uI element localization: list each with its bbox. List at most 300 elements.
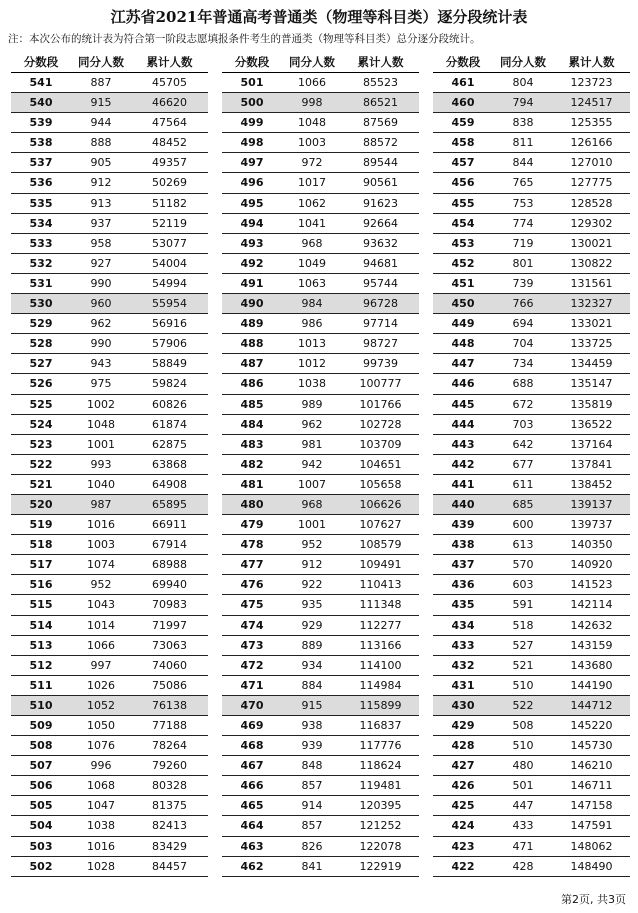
cumulative-count-cell: 127775 <box>570 176 613 190</box>
same-count-cell: 987 <box>90 497 112 511</box>
cumulative-count-cell: 132327 <box>570 297 613 311</box>
same-count-cell: 1016 <box>87 518 115 532</box>
cumulative-count-cell: 129302 <box>570 216 613 230</box>
same-count-cell: 1016 <box>87 839 115 853</box>
cumulative-count-cell: 102728 <box>359 417 402 431</box>
score-cell: 529 <box>29 317 53 331</box>
same-count-cell: 889 <box>301 638 323 652</box>
score-cell: 433 <box>451 638 475 652</box>
table-row <box>11 736 208 756</box>
cumulative-count-cell: 97714 <box>363 317 398 331</box>
table-row <box>222 776 419 796</box>
score-cell: 510 <box>29 698 53 712</box>
cumulative-count-cell: 121252 <box>359 819 402 833</box>
cumulative-count-cell: 117776 <box>359 739 402 753</box>
same-count-cell: 929 <box>301 618 323 632</box>
cumulative-count-cell: 50269 <box>152 176 187 190</box>
table-header <box>433 51 630 73</box>
table-row <box>222 696 419 716</box>
same-count-cell: 801 <box>512 256 534 270</box>
same-count-cell: 981 <box>301 437 323 451</box>
cumulative-count-cell: 87569 <box>363 116 398 130</box>
cumulative-count-cell: 110413 <box>359 578 402 592</box>
table-row <box>11 254 208 274</box>
table-row <box>11 555 208 575</box>
score-cell: 502 <box>29 859 53 873</box>
score-cell: 422 <box>451 859 475 873</box>
same-count-cell: 939 <box>301 739 323 753</box>
cumulative-count-cell: 143159 <box>570 638 613 652</box>
table-row <box>433 334 630 354</box>
table-row <box>222 636 419 656</box>
cumulative-count-cell: 96728 <box>363 297 398 311</box>
table-row <box>433 696 630 716</box>
table-row <box>222 595 419 615</box>
same-count-cell: 1047 <box>87 799 115 813</box>
table-row <box>433 736 630 756</box>
same-count-cell: 508 <box>512 719 534 732</box>
score-cell: 477 <box>240 558 264 572</box>
score-cell: 482 <box>240 457 264 471</box>
same-count-cell: 826 <box>301 839 323 853</box>
same-count-cell: 600 <box>512 518 534 532</box>
score-cell: 451 <box>451 276 475 290</box>
cumulative-count-cell: 98727 <box>363 337 398 351</box>
cumulative-count-cell: 54994 <box>152 276 187 290</box>
score-cell: 527 <box>29 357 53 371</box>
same-count-cell: 774 <box>512 216 534 230</box>
cumulative-count-cell: 59824 <box>152 377 187 391</box>
table-row <box>433 816 630 836</box>
cumulative-count-cell: 46620 <box>152 96 187 110</box>
same-count-cell: 518 <box>512 618 534 632</box>
cumulative-count-cell: 126166 <box>570 136 613 150</box>
cumulative-count-cell: 69940 <box>152 578 187 592</box>
cumulative-count-cell: 135819 <box>570 397 613 411</box>
cumulative-count-cell: 83429 <box>152 839 187 853</box>
score-cell: 469 <box>240 719 264 732</box>
cumulative-count-cell: 127010 <box>570 156 613 170</box>
table-row <box>433 354 630 374</box>
same-count-cell: 942 <box>301 457 323 471</box>
cumulative-count-cell: 54004 <box>152 256 187 270</box>
cumulative-count-cell: 84457 <box>152 859 187 873</box>
table-row <box>433 274 630 294</box>
same-count-cell: 1074 <box>87 558 115 572</box>
cumulative-count-cell: 76138 <box>152 698 187 712</box>
score-cell: 491 <box>240 276 264 290</box>
score-cell: 457 <box>451 156 475 170</box>
score-cell: 493 <box>240 236 264 250</box>
cumulative-count-cell: 45705 <box>152 76 187 89</box>
score-cell: 489 <box>240 317 264 331</box>
same-count-cell: 1013 <box>298 337 326 351</box>
cumulative-count-cell: 123723 <box>570 76 613 89</box>
table-row <box>11 133 208 153</box>
score-cell: 445 <box>451 397 475 411</box>
table-row <box>433 776 630 796</box>
cumulative-count-cell: 141523 <box>570 578 613 592</box>
same-count-cell: 1066 <box>298 76 326 89</box>
cumulative-count-cell: 114984 <box>359 678 402 692</box>
score-cell: 520 <box>29 497 53 511</box>
same-count-cell: 997 <box>90 658 112 672</box>
table-row <box>222 455 419 475</box>
score-cell: 465 <box>240 799 264 813</box>
cumulative-count-cell: 77188 <box>152 719 187 732</box>
score-cell: 508 <box>29 739 53 753</box>
same-count-cell: 685 <box>512 497 534 511</box>
same-count-cell: 522 <box>512 698 534 712</box>
score-cell: 490 <box>240 297 264 311</box>
same-count-cell: 765 <box>512 176 534 190</box>
same-count-cell: 603 <box>512 578 534 592</box>
same-count-cell: 998 <box>301 96 323 110</box>
cumulative-count-cell: 93632 <box>363 236 398 250</box>
score-cell: 455 <box>451 196 475 210</box>
cumulative-count-cell: 56916 <box>152 317 187 331</box>
same-count-cell: 1050 <box>87 719 115 732</box>
table-row <box>11 616 208 636</box>
same-count-cell: 838 <box>512 116 534 130</box>
same-count-cell: 688 <box>512 377 534 391</box>
same-count-cell: 1068 <box>87 779 115 793</box>
same-count-cell: 857 <box>301 819 323 833</box>
score-cell: 426 <box>451 779 475 793</box>
score-cell: 513 <box>29 638 53 652</box>
cumulative-count-cell: 116837 <box>359 719 402 732</box>
score-cell: 530 <box>29 297 53 311</box>
table-row <box>433 455 630 475</box>
score-cell: 528 <box>29 337 53 351</box>
same-count-cell: 968 <box>301 497 323 511</box>
cumulative-count-cell: 139737 <box>570 518 613 532</box>
table-row <box>222 555 419 575</box>
table-row <box>433 857 630 877</box>
score-cell: 453 <box>451 236 475 250</box>
same-count-cell: 938 <box>301 719 323 732</box>
same-count-cell: 1014 <box>87 618 115 632</box>
cumulative-count-cell: 101766 <box>359 397 402 411</box>
same-count-cell: 447 <box>512 799 534 813</box>
cumulative-count-cell: 120395 <box>359 799 402 813</box>
cumulative-count-cell: 134459 <box>570 357 613 371</box>
table-row <box>433 796 630 816</box>
same-count-cell: 922 <box>301 578 323 592</box>
table-row <box>433 555 630 575</box>
same-count-cell: 694 <box>512 317 534 331</box>
score-cell: 512 <box>29 658 53 672</box>
same-count-cell: 501 <box>512 779 534 793</box>
score-cell: 539 <box>29 116 53 130</box>
table-row <box>11 495 208 515</box>
score-cell: 425 <box>451 799 475 813</box>
score-cell: 498 <box>240 136 264 150</box>
score-cell: 517 <box>29 558 53 572</box>
table-row <box>433 656 630 676</box>
cumulative-count-cell: 57906 <box>152 337 187 351</box>
cumulative-count-cell: 64908 <box>152 477 187 491</box>
table-row <box>222 194 419 214</box>
table-row <box>222 736 419 756</box>
same-count-cell: 1076 <box>87 739 115 753</box>
table-row <box>222 214 419 234</box>
score-cell: 483 <box>240 437 264 451</box>
table-row <box>222 73 419 93</box>
cumulative-count-cell: 75086 <box>152 678 187 692</box>
score-cell: 487 <box>240 357 264 371</box>
cumulative-count-cell: 66911 <box>152 518 187 532</box>
header-same: 同分人数 <box>500 55 546 69</box>
score-cell: 467 <box>240 759 264 773</box>
cumulative-count-cell: 137164 <box>570 437 613 451</box>
page-title: 江苏省2021年普通高考普通类（物理等科目类）逐分段统计表 <box>110 8 528 26</box>
table-row <box>11 113 208 133</box>
table-row <box>433 515 630 535</box>
cumulative-count-cell: 71997 <box>152 618 187 632</box>
score-cell: 531 <box>29 276 53 290</box>
same-count-cell: 704 <box>512 337 534 351</box>
table-row <box>222 173 419 193</box>
same-count-cell: 1043 <box>87 598 115 612</box>
same-count-cell: 848 <box>301 759 323 773</box>
table-row <box>11 374 208 394</box>
score-cell: 506 <box>29 779 53 793</box>
score-cell: 452 <box>451 256 475 270</box>
cumulative-count-cell: 65895 <box>152 497 187 511</box>
table-row <box>11 234 208 254</box>
same-count-cell: 433 <box>512 819 534 833</box>
header-score: 分数段 <box>445 55 481 69</box>
same-count-cell: 570 <box>512 558 534 572</box>
cumulative-count-cell: 122919 <box>359 859 402 873</box>
score-cell: 481 <box>240 477 264 491</box>
table-row <box>222 334 419 354</box>
same-count-cell: 1052 <box>87 698 115 712</box>
same-count-cell: 1048 <box>298 116 326 130</box>
cumulative-count-cell: 114100 <box>359 658 402 672</box>
cumulative-count-cell: 142114 <box>570 598 613 612</box>
score-cell: 492 <box>240 256 264 270</box>
score-cell: 423 <box>451 839 475 853</box>
table-row <box>11 274 208 294</box>
same-count-cell: 887 <box>90 76 112 89</box>
same-count-cell: 841 <box>301 859 323 873</box>
same-count-cell: 915 <box>90 96 112 110</box>
score-cell: 496 <box>240 176 264 190</box>
cumulative-count-cell: 52119 <box>152 216 187 230</box>
table-row <box>222 575 419 595</box>
cumulative-count-cell: 133725 <box>570 337 613 351</box>
cumulative-count-cell: 90561 <box>363 176 398 190</box>
header-cum: 累计人数 <box>146 55 193 69</box>
table-row <box>222 395 419 415</box>
score-cell: 497 <box>240 156 264 170</box>
cumulative-count-cell: 111348 <box>359 598 402 612</box>
same-count-cell: 905 <box>90 156 112 170</box>
cumulative-count-cell: 106626 <box>359 497 402 511</box>
cumulative-count-cell: 86521 <box>363 96 398 110</box>
cumulative-count-cell: 48452 <box>152 136 187 150</box>
score-cell: 442 <box>451 457 475 471</box>
table-row <box>433 214 630 234</box>
table-row <box>11 93 208 113</box>
same-count-cell: 1001 <box>87 437 115 451</box>
table-row <box>222 254 419 274</box>
cumulative-count-cell: 135147 <box>570 377 613 391</box>
score-cell: 432 <box>451 658 475 672</box>
table-row <box>433 395 630 415</box>
cumulative-count-cell: 92664 <box>363 216 398 230</box>
same-count-cell: 975 <box>90 377 112 391</box>
header-same: 同分人数 <box>78 55 124 69</box>
table-row <box>433 194 630 214</box>
score-cell: 450 <box>451 297 475 311</box>
same-count-cell: 912 <box>90 176 112 190</box>
score-cell: 501 <box>240 76 264 89</box>
table-row <box>11 314 208 334</box>
cumulative-count-cell: 136522 <box>570 417 613 431</box>
table-row <box>222 656 419 676</box>
same-count-cell: 739 <box>512 276 534 290</box>
same-count-cell: 943 <box>90 357 112 371</box>
score-cell: 488 <box>240 337 264 351</box>
page-number: 第2页, 共3页 <box>561 893 626 906</box>
score-cell: 526 <box>29 377 53 391</box>
cumulative-count-cell: 62875 <box>152 437 187 451</box>
same-count-cell: 794 <box>512 96 534 110</box>
table-row <box>11 395 208 415</box>
score-cell: 484 <box>240 417 264 431</box>
table-row <box>222 716 419 736</box>
table-row <box>222 354 419 374</box>
table-row <box>11 595 208 615</box>
cumulative-count-cell: 55954 <box>152 297 187 311</box>
score-cell: 485 <box>240 397 264 411</box>
same-count-cell: 962 <box>301 417 323 431</box>
table-row <box>11 475 208 495</box>
score-cell: 434 <box>451 618 475 632</box>
score-cell: 499 <box>240 116 264 130</box>
table-row <box>11 354 208 374</box>
same-count-cell: 471 <box>512 839 534 853</box>
table-header <box>11 51 208 73</box>
same-count-cell: 958 <box>90 236 112 250</box>
same-count-cell: 642 <box>512 437 534 451</box>
table-row <box>222 837 419 857</box>
table-row <box>222 133 419 153</box>
cumulative-count-cell: 58849 <box>152 357 187 371</box>
score-cell: 446 <box>451 377 475 391</box>
table-row <box>433 676 630 696</box>
score-cell: 438 <box>451 538 475 552</box>
table-row <box>433 294 630 314</box>
score-cell: 460 <box>451 96 475 110</box>
same-count-cell: 996 <box>90 759 112 773</box>
cumulative-count-cell: 130021 <box>570 236 613 250</box>
same-count-cell: 989 <box>301 397 323 411</box>
score-cell: 511 <box>29 678 53 692</box>
cumulative-count-cell: 118624 <box>359 759 402 773</box>
same-count-cell: 1028 <box>87 859 115 873</box>
table-row <box>222 113 419 133</box>
cumulative-count-cell: 148490 <box>570 859 613 873</box>
table-row <box>11 716 208 736</box>
same-count-cell: 510 <box>512 678 534 692</box>
table-row <box>433 837 630 857</box>
same-count-cell: 1040 <box>87 477 115 491</box>
table-row <box>11 535 208 555</box>
score-cell: 505 <box>29 799 53 813</box>
score-cell: 475 <box>240 598 264 612</box>
table-row <box>11 73 208 93</box>
score-cell: 480 <box>240 497 264 511</box>
table-row <box>11 455 208 475</box>
same-count-cell: 952 <box>90 578 112 592</box>
same-count-cell: 937 <box>90 216 112 230</box>
score-cell: 507 <box>29 759 53 773</box>
score-cell: 532 <box>29 256 53 270</box>
same-count-cell: 1012 <box>298 357 326 371</box>
same-count-cell: 1041 <box>298 216 326 230</box>
cumulative-count-cell: 146711 <box>570 779 613 793</box>
score-cell: 538 <box>29 136 53 150</box>
score-cell: 474 <box>240 618 264 632</box>
score-cell: 440 <box>451 497 475 511</box>
cumulative-count-cell: 85523 <box>363 76 398 89</box>
score-cell: 472 <box>240 658 264 672</box>
same-count-cell: 1026 <box>87 678 115 692</box>
table-row <box>433 234 630 254</box>
same-count-cell: 990 <box>90 337 112 351</box>
table-row <box>222 415 419 435</box>
cumulative-count-cell: 91623 <box>363 196 398 210</box>
score-cell: 444 <box>451 417 475 431</box>
table-row <box>222 435 419 455</box>
score-cell: 443 <box>451 437 475 451</box>
header-cum: 累计人数 <box>568 55 615 69</box>
table-row <box>433 495 630 515</box>
cumulative-count-cell: 144712 <box>570 698 613 712</box>
cumulative-count-cell: 67914 <box>152 538 187 552</box>
score-cell: 523 <box>29 437 53 451</box>
score-cell: 514 <box>29 618 53 632</box>
cumulative-count-cell: 137841 <box>570 457 613 471</box>
table-row <box>433 756 630 776</box>
same-count-cell: 766 <box>512 297 534 311</box>
table-row <box>222 616 419 636</box>
same-count-cell: 972 <box>301 156 323 170</box>
same-count-cell: 527 <box>512 638 534 652</box>
cumulative-count-cell: 78264 <box>152 739 187 753</box>
score-cell: 447 <box>451 357 475 371</box>
cumulative-count-cell: 140920 <box>570 558 613 572</box>
score-cell: 458 <box>451 136 475 150</box>
same-count-cell: 927 <box>90 256 112 270</box>
table-row <box>11 294 208 314</box>
score-cell: 427 <box>451 759 475 773</box>
same-count-cell: 1007 <box>298 477 326 491</box>
cumulative-count-cell: 95744 <box>363 276 398 290</box>
header-same: 同分人数 <box>289 55 335 69</box>
same-count-cell: 591 <box>512 598 534 612</box>
same-count-cell: 912 <box>301 558 323 572</box>
same-count-cell: 1062 <box>298 196 326 210</box>
table-row <box>11 676 208 696</box>
cumulative-count-cell: 108579 <box>359 538 402 552</box>
same-count-cell: 944 <box>90 116 112 130</box>
score-cell: 468 <box>240 739 264 753</box>
